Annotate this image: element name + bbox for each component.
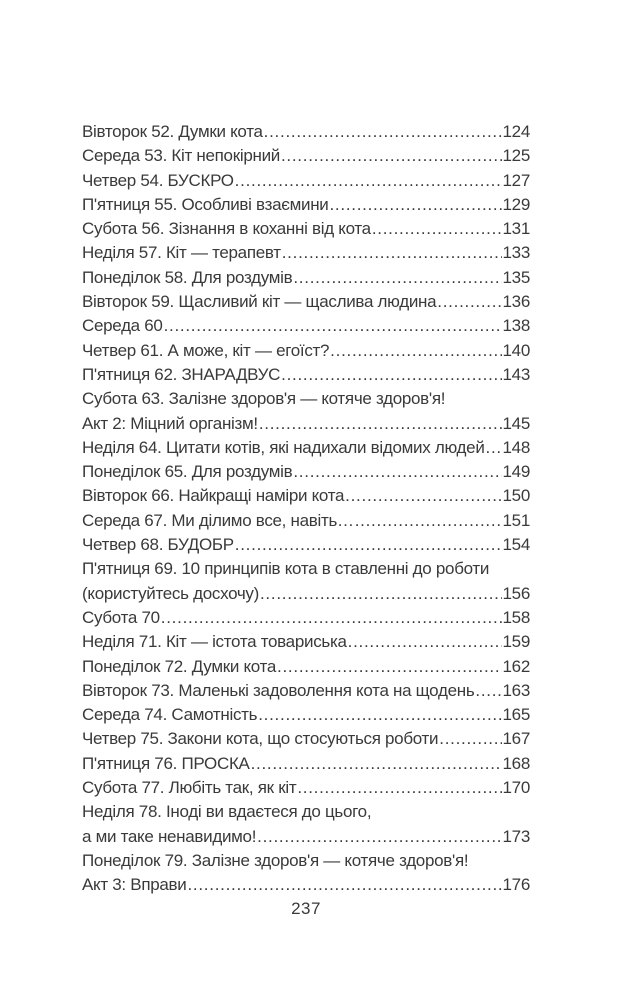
toc-entry xyxy=(82,703,530,727)
toc-entry-page: 145 xyxy=(502,413,530,433)
toc-entry-page: 143 xyxy=(502,364,530,384)
toc-entry xyxy=(82,873,530,897)
toc-entry-title: Четвер 61. А може, кіт — егоїст? xyxy=(82,340,330,360)
toc-entry-title: Понеділок 58. Для роздумів xyxy=(82,267,293,287)
toc-entry xyxy=(82,825,530,849)
toc-entry xyxy=(82,290,530,314)
toc-entry-page: 165 xyxy=(502,705,530,725)
toc-entry-title: Понеділок 72. Думки кота xyxy=(82,656,277,676)
toc-entry-page: 159 xyxy=(502,632,530,652)
toc-entry-page: 151 xyxy=(502,510,530,530)
toc-entry-page: 131 xyxy=(502,219,530,239)
toc-entry-title: Понеділок 65. Для роздумів xyxy=(82,462,293,482)
toc-leader-dots xyxy=(187,873,501,897)
toc-entry-page: 133 xyxy=(502,243,530,263)
toc-entry xyxy=(82,655,530,679)
toc-leader-dots xyxy=(164,314,502,338)
toc-entry-title: Неділя 57. Кіт — терапевт xyxy=(82,243,281,263)
toc-entry-page: 162 xyxy=(502,656,530,676)
toc-entry-page: 167 xyxy=(502,729,530,749)
toc-entry-title: Неділя 78. Іноді ви вдаєтеся до цього, xyxy=(82,802,372,822)
toc-leader-dots xyxy=(345,484,501,508)
toc-entry xyxy=(82,217,530,241)
toc-entry-title: Субота 77. Любіть так, як кіт xyxy=(82,778,297,798)
toc-entry-title: П'ятниця 76. ПРОСКА xyxy=(82,753,250,773)
toc-entry-page: 125 xyxy=(502,146,530,166)
toc-entry-page: 129 xyxy=(502,194,530,214)
toc-leader-dots xyxy=(475,679,501,703)
toc-leader-dots xyxy=(235,533,502,557)
toc-entry-page: 156 xyxy=(502,583,530,603)
toc-entry-page: 163 xyxy=(502,680,530,700)
toc-entry xyxy=(82,412,530,436)
toc-entry-page: 135 xyxy=(502,267,530,287)
toc-entry-title: Вівторок 52. Думки кота xyxy=(82,122,263,141)
toc-entry xyxy=(82,533,530,557)
toc-entry xyxy=(82,484,530,508)
toc-entry-page: 168 xyxy=(502,753,530,773)
toc-leader-dots xyxy=(486,436,502,460)
toc-entry-page: 176 xyxy=(502,875,530,895)
toc-entry-title: Субота 56. Зізнання в коханні від кота xyxy=(82,219,371,239)
toc-entry xyxy=(82,387,530,411)
toc-entry xyxy=(82,727,530,751)
toc-entry-title: Вівторок 59. Щасливий кіт — щаслива людина xyxy=(82,292,437,312)
toc-entry-title: Четвер 54. БУСКРО xyxy=(82,170,234,190)
toc-leader-dots xyxy=(161,606,502,630)
toc-leader-dots xyxy=(259,412,502,436)
toc-entry xyxy=(82,241,530,265)
toc-entry-page: 154 xyxy=(502,535,530,555)
toc-entry xyxy=(82,557,530,581)
toc-entry xyxy=(82,144,530,168)
toc-entry xyxy=(82,266,530,290)
toc-entry-page: 170 xyxy=(502,778,530,798)
toc-entry-title: Субота 63. Залізне здоров'я — котяче здоров'я! xyxy=(82,389,446,409)
toc-entry xyxy=(82,509,530,533)
toc-entry xyxy=(82,606,530,630)
toc-leader-dots xyxy=(293,460,501,484)
toc-entry-title: Середа 53. Кіт непокірний xyxy=(82,146,280,166)
toc-entry-title: Середа 74. Самотність xyxy=(82,705,258,725)
toc-entry-page: 138 xyxy=(502,316,530,336)
toc-leader-dots xyxy=(355,509,502,533)
toc-entry-title: Четвер 68. БУДОБР xyxy=(82,535,234,555)
toc-entry xyxy=(82,363,530,387)
toc-entry-title: Неділя 71. Кіт — істота товариська xyxy=(82,632,347,652)
table-of-contents xyxy=(82,120,530,898)
toc-leader-dots xyxy=(281,363,501,387)
toc-leader-dots xyxy=(282,241,502,265)
toc-entry-title: Вівторок 66. Найкращі наміри кота xyxy=(82,486,345,506)
toc-leader-dots xyxy=(281,144,502,168)
toc-leader-dots xyxy=(329,193,501,217)
toc-entry xyxy=(82,169,530,193)
toc-entry-title: (користуйтесь досхочу) xyxy=(82,583,259,603)
toc-entry-page: 158 xyxy=(502,607,530,627)
toc-entry-title: Середа 67. Ми ділимо все, навіть… xyxy=(82,510,354,530)
toc-leader-dots xyxy=(437,290,501,314)
toc-entry xyxy=(82,436,530,460)
toc-entry-title: Четвер 75. Закони кота, що стосуються роботи xyxy=(82,729,439,749)
toc-entry xyxy=(82,339,530,363)
toc-entry xyxy=(82,314,530,338)
toc-entry-page: 127 xyxy=(502,170,530,190)
toc-entry-title: Акт 2: Міцний організм! xyxy=(82,413,258,433)
toc-entry-page: 148 xyxy=(502,437,530,457)
toc-entry xyxy=(82,752,530,776)
toc-leader-dots xyxy=(372,217,502,241)
toc-leader-dots xyxy=(330,339,501,363)
toc-entry-title: Вівторок 73. Маленькі задоволення кота на щодень xyxy=(82,680,475,700)
toc-entry-page: 150 xyxy=(502,486,530,506)
toc-entry xyxy=(82,460,530,484)
toc-leader-dots xyxy=(348,630,502,654)
toc-leader-dots xyxy=(264,120,502,144)
toc-entry-title: П'ятниця 55. Особливі взаємини xyxy=(82,194,329,214)
toc-leader-dots xyxy=(277,655,502,679)
toc-leader-dots xyxy=(260,582,502,606)
toc-leader-dots xyxy=(297,776,501,800)
toc-leader-dots xyxy=(293,266,501,290)
toc-leader-dots xyxy=(439,727,501,751)
toc-entry-title: а ми таке ненавидимо! xyxy=(82,826,257,846)
page-number: 237 xyxy=(291,899,321,918)
toc-entry-title: Субота 70 xyxy=(82,607,160,627)
toc-entry xyxy=(82,679,530,703)
toc-leader-dots xyxy=(258,703,501,727)
toc-entry xyxy=(82,120,530,144)
toc-entry-title: Понеділок 79. Залізне здоров'я — котяче здоров'я! xyxy=(82,850,469,870)
toc-leader-dots xyxy=(235,169,502,193)
toc-leader-dots xyxy=(251,752,502,776)
toc-entry xyxy=(82,849,530,873)
toc-entry-page: 136 xyxy=(502,292,530,312)
toc-entry xyxy=(82,776,530,800)
toc-entry-title: Неділя 64. Цитати котів, які надихали відомих людей xyxy=(82,437,485,457)
toc-leader-dots xyxy=(257,825,501,849)
toc-entry-title: Акт 3: Вправи xyxy=(82,875,187,895)
toc-entry-title: Середа 60 xyxy=(82,316,163,336)
toc-entry xyxy=(82,800,530,824)
toc-entry-title: П'ятниця 62. ЗНАРАДВУС xyxy=(82,364,281,384)
toc-entry-page: 124 xyxy=(502,122,530,141)
toc-entry xyxy=(82,193,530,217)
toc-entry-page: 140 xyxy=(502,340,530,360)
toc-entry xyxy=(82,630,530,654)
toc-entry-page: 149 xyxy=(502,462,530,482)
toc-entry-page: 173 xyxy=(502,826,530,846)
toc-entry-title: П'ятниця 69. 10 принципів кота в ставленні до роботи xyxy=(82,559,490,579)
toc-entry xyxy=(82,582,530,606)
